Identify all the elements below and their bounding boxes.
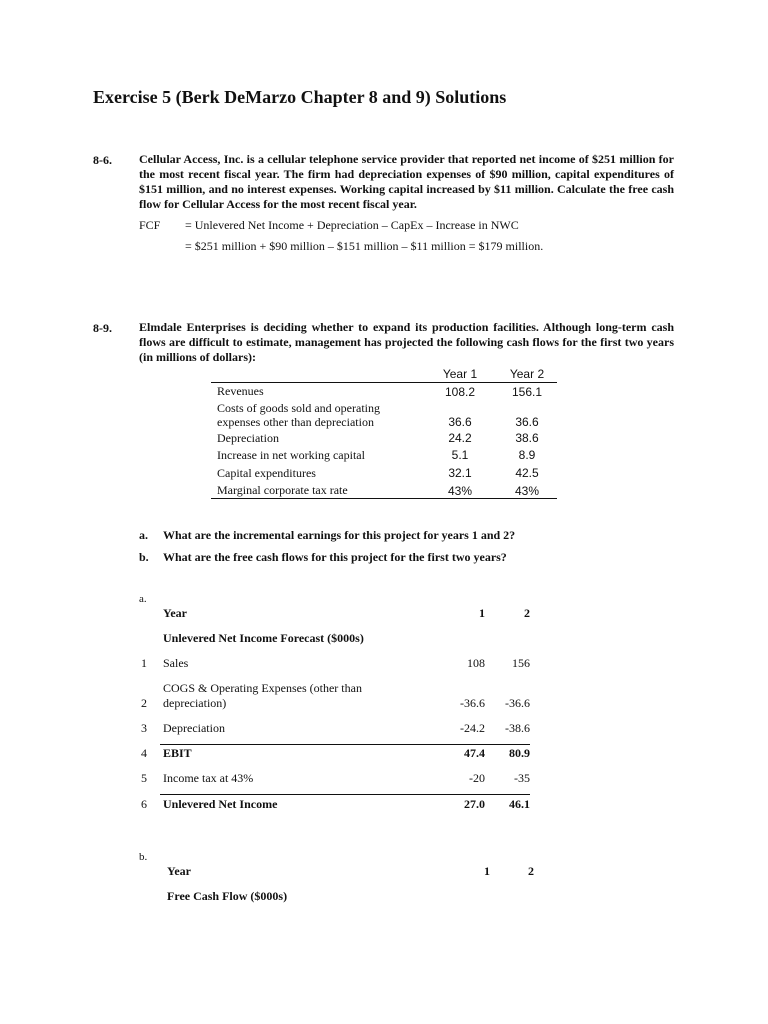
answer-a-col1: 1 xyxy=(479,606,485,620)
table-row-label: Revenues xyxy=(217,384,264,398)
problem-8-9-number: 8-9. xyxy=(93,321,112,335)
table-cell: 108.2 xyxy=(444,385,476,399)
problem-8-6-number: 8-6. xyxy=(93,153,112,167)
table-cell: 38.6 xyxy=(515,431,539,445)
row-value: -35 xyxy=(514,771,530,785)
row-value: 156 xyxy=(512,656,530,670)
answer-a-col2: 2 xyxy=(524,606,530,620)
row-value: 108 xyxy=(467,656,485,670)
row-value: -36.6 xyxy=(505,696,530,710)
row-label: Income tax at 43% xyxy=(163,771,254,785)
row-value: -20 xyxy=(469,771,485,785)
row-label: Sales xyxy=(163,656,189,670)
table-cell: 32.1 xyxy=(448,466,472,480)
answer-b-letter: b. xyxy=(139,851,148,863)
row-value: 80.9 xyxy=(509,746,530,760)
fcf-formula-line2: = $251 million + $90 million – $151 million – $11 million = $179 million. xyxy=(185,239,544,253)
row-label: Unlevered Net Income xyxy=(163,797,278,811)
table-cell: 156.1 xyxy=(511,385,543,399)
row-label: depreciation) xyxy=(163,696,227,710)
table-row-label: Capital expenditures xyxy=(217,466,316,480)
answer-b-col1: 1 xyxy=(484,864,490,878)
problem-8-6-text: Cellular Access, Inc. is a cellular telephone service provider that reported net income of $251 million for the most recent fiscal year. The firm had depreciation expenses of $90 million, capital expenditures of $151 million, and no interest expenses. Working capital increased by $11 million. Calculate the free cash flow for Cellular Access for the most recent fiscal year. xyxy=(139,152,674,211)
table-cell: 5.1 xyxy=(451,448,469,462)
row-number: 6 xyxy=(141,797,147,811)
page-title: Exercise 5 (Berk DeMarzo Chapter 8 and 9) Solutions xyxy=(93,87,507,107)
row-number: 3 xyxy=(141,721,147,735)
table-cell: 43% xyxy=(514,484,540,498)
question-b-letter: b. xyxy=(139,550,149,564)
answer-b-col2: 2 xyxy=(528,864,534,878)
net-income-rule xyxy=(160,794,530,795)
table-cell: 36.6 xyxy=(515,415,539,429)
table-row-label: Increase in net working capital xyxy=(217,448,365,462)
answer-b-year-label: Year xyxy=(167,864,191,878)
table-cell: 24.2 xyxy=(448,431,472,445)
table-cell: 43% xyxy=(447,484,473,498)
table-top-rule xyxy=(211,382,557,383)
row-value: -24.2 xyxy=(460,721,485,735)
table-row-label: expenses other than depreciation xyxy=(217,415,374,429)
row-value: -38.6 xyxy=(505,721,530,735)
row-number: 1 xyxy=(141,656,147,670)
ebit-rule xyxy=(160,744,530,745)
table-cell: 42.5 xyxy=(515,466,539,480)
answer-a-year-label: Year xyxy=(163,606,187,620)
row-label: EBIT xyxy=(163,746,192,760)
question-b-text: What are the free cash flows for this project for the first two years? xyxy=(163,550,507,564)
row-number: 4 xyxy=(141,746,147,760)
row-value: 47.4 xyxy=(464,746,485,760)
table-header-year2: Year 2 xyxy=(509,367,545,381)
row-label: Depreciation xyxy=(163,721,225,735)
row-number: 2 xyxy=(141,696,147,710)
table-row-label: Depreciation xyxy=(217,431,279,445)
answer-a-letter: a. xyxy=(139,593,147,605)
table-row-label: Marginal corporate tax rate xyxy=(217,483,348,497)
row-value: 27.0 xyxy=(464,797,485,811)
row-value: -36.6 xyxy=(460,696,485,710)
table-cell: 36.6 xyxy=(448,415,472,429)
fcf-formula-line1: = Unlevered Net Income + Depreciation – CapEx – Increase in NWC xyxy=(185,218,519,232)
answer-b-section-title: Free Cash Flow ($000s) xyxy=(167,889,288,903)
question-a-letter: a. xyxy=(139,528,148,542)
table-cell: 8.9 xyxy=(518,448,536,462)
table-row-label: Costs of goods sold and operating xyxy=(217,401,380,415)
problem-8-9-text: Elmdale Enterprises is deciding whether to expand its production facilities. Although long-term cash flows are difficult to estimate, management has projected the following cash flows for the first two years (in millions of dollars): xyxy=(139,320,674,364)
row-label: COGS & Operating Expenses (other than xyxy=(163,681,362,695)
row-number: 5 xyxy=(141,771,147,785)
table-bottom-rule xyxy=(211,498,557,499)
fcf-label: FCF xyxy=(139,218,161,232)
question-a-text: What are the incremental earnings for this project for years 1 and 2? xyxy=(163,528,516,542)
table-header-year1: Year 1 xyxy=(442,367,478,381)
row-value: 46.1 xyxy=(509,797,530,811)
answer-a-section-title: Unlevered Net Income Forecast ($000s) xyxy=(163,631,364,645)
